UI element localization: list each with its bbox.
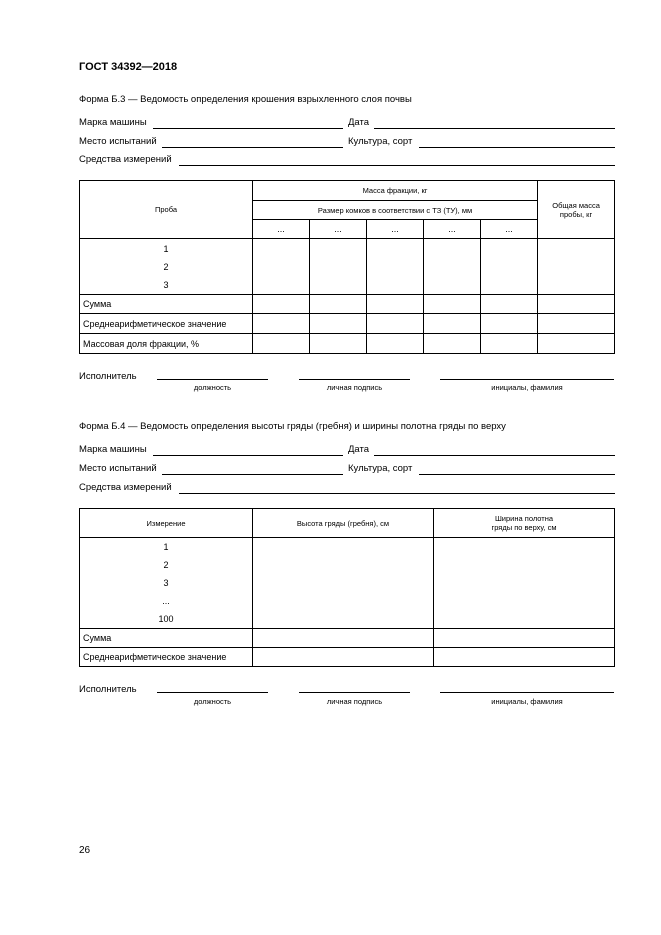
table-cell[interactable] bbox=[424, 334, 481, 354]
table-cell[interactable] bbox=[424, 239, 481, 295]
form-b4-title: Форма Б.4 — Ведомость определения высоты гряды (гребня) и ширины полотна гряды по верху bbox=[79, 421, 506, 432]
b4-measure-3: 3 bbox=[163, 578, 169, 588]
b3-col-sample: Проба bbox=[80, 181, 253, 239]
b4-position-caption: должность bbox=[193, 697, 232, 706]
b3-instruments-field[interactable] bbox=[179, 165, 615, 166]
page-number: 26 bbox=[79, 845, 91, 856]
b3-size-col-3: ... bbox=[367, 220, 424, 239]
b3-signature-line[interactable] bbox=[299, 379, 410, 380]
table-cell[interactable] bbox=[367, 314, 424, 334]
b3-machine-field[interactable] bbox=[153, 128, 343, 129]
b3-size-col-1: ... bbox=[253, 220, 310, 239]
b4-crop-label: Культура, сорт bbox=[348, 463, 413, 474]
b3-sample-3: 3 bbox=[163, 279, 169, 290]
b3-sample-2: 2 bbox=[163, 261, 169, 272]
table-cell[interactable] bbox=[253, 295, 310, 314]
b4-measure-100: 100 bbox=[158, 614, 174, 624]
b4-col-measure: Измерение bbox=[80, 509, 253, 538]
table-cell[interactable] bbox=[310, 239, 367, 295]
table-cell[interactable] bbox=[253, 538, 434, 629]
b4-place-field[interactable] bbox=[162, 474, 343, 475]
b3-col-total: Общая масса пробы, кг bbox=[538, 181, 615, 239]
b3-size-col-4: ... bbox=[424, 220, 481, 239]
table-cell[interactable] bbox=[538, 239, 615, 295]
b3-row-mean: Среднеарифметическое значение bbox=[80, 314, 253, 334]
b3-name-line[interactable] bbox=[440, 379, 614, 380]
table-cell[interactable] bbox=[434, 538, 615, 629]
b4-row-sum: Сумма bbox=[80, 629, 253, 648]
b4-date-label: Дата bbox=[348, 444, 370, 455]
document-code: ГОСТ 34392—2018 bbox=[79, 61, 178, 73]
table-cell[interactable] bbox=[481, 239, 538, 295]
b4-position-line[interactable] bbox=[157, 692, 268, 693]
table-cell[interactable] bbox=[253, 314, 310, 334]
b4-place-label: Место испытаний bbox=[79, 463, 157, 474]
b3-crop-label: Культура, сорт bbox=[348, 136, 413, 147]
table-cell[interactable] bbox=[310, 295, 367, 314]
table-cell[interactable] bbox=[253, 239, 310, 295]
b3-date-field[interactable] bbox=[374, 128, 615, 129]
table-cell[interactable] bbox=[253, 648, 434, 667]
b3-name-caption: инициалы, фамилия bbox=[491, 383, 563, 392]
b4-instruments-field[interactable] bbox=[179, 493, 615, 494]
b4-crop-field[interactable] bbox=[419, 474, 615, 475]
b3-signature-caption: личная подпись bbox=[326, 383, 383, 392]
table-cell[interactable] bbox=[538, 314, 615, 334]
b4-name-caption: инициалы, фамилия bbox=[491, 697, 563, 706]
table-cell[interactable] bbox=[538, 334, 615, 354]
b4-col-width-line2: гряды по верху, см bbox=[491, 523, 557, 532]
table-cell[interactable] bbox=[310, 334, 367, 354]
b4-col-width bbox=[434, 509, 615, 538]
b3-machine-label: Марка машины bbox=[79, 117, 147, 128]
b3-size-col-5: ... bbox=[481, 220, 538, 239]
b3-date-label: Дата bbox=[348, 117, 370, 128]
b4-measure-ellipsis: ... bbox=[162, 596, 170, 606]
table-cell[interactable] bbox=[434, 629, 615, 648]
b3-row-share: Массовая доля фракции, % bbox=[80, 334, 253, 354]
table-cell[interactable] bbox=[538, 295, 615, 314]
b4-table bbox=[79, 508, 615, 667]
b3-sample-1: 1 bbox=[163, 243, 169, 254]
b4-measure-numbers bbox=[80, 538, 253, 629]
table-cell[interactable] bbox=[481, 334, 538, 354]
b3-place-label: Место испытаний bbox=[79, 136, 157, 147]
b4-row-mean: Среднеарифметическое значение bbox=[80, 648, 253, 667]
b4-date-field[interactable] bbox=[374, 455, 615, 456]
b4-col-height: Высота гряды (гребня), см bbox=[253, 509, 434, 538]
table-cell[interactable] bbox=[367, 295, 424, 314]
b3-place-field[interactable] bbox=[162, 147, 343, 148]
b4-instruments-label: Средства измерений bbox=[79, 482, 172, 493]
b4-col-width-line1: Ширина полотна bbox=[494, 514, 554, 523]
table-cell[interactable] bbox=[310, 314, 367, 334]
table-cell[interactable] bbox=[481, 295, 538, 314]
b3-position-caption: должность bbox=[193, 383, 232, 392]
b4-measure-1: 1 bbox=[163, 542, 169, 552]
b3-executor-label: Исполнитель bbox=[79, 371, 137, 382]
b3-size-col-2: ... bbox=[310, 220, 367, 239]
table-cell[interactable] bbox=[424, 314, 481, 334]
form-b3-title: Форма Б.3 — Ведомость определения крошения взрыхленного слоя почвы bbox=[79, 94, 412, 105]
b4-machine-label: Марка машины bbox=[79, 444, 147, 455]
b4-executor-label: Исполнитель bbox=[79, 684, 137, 695]
table-cell[interactable] bbox=[367, 239, 424, 295]
table-cell[interactable] bbox=[253, 629, 434, 648]
b3-row-sum: Сумма bbox=[80, 295, 253, 314]
table-cell[interactable] bbox=[253, 334, 310, 354]
table-cell[interactable] bbox=[424, 295, 481, 314]
b4-signature-caption: личная подпись bbox=[326, 697, 383, 706]
b3-instruments-label: Средства измерений bbox=[79, 154, 172, 165]
b3-col-mass: Масса фракции, кг bbox=[253, 181, 538, 201]
b4-measure-2: 2 bbox=[163, 560, 169, 570]
b3-sample-numbers bbox=[80, 239, 253, 295]
b3-table bbox=[79, 180, 615, 354]
b4-name-line[interactable] bbox=[440, 692, 614, 693]
b3-position-line[interactable] bbox=[157, 379, 268, 380]
table-cell[interactable] bbox=[481, 314, 538, 334]
b4-machine-field[interactable] bbox=[153, 455, 343, 456]
b4-signature-line[interactable] bbox=[299, 692, 410, 693]
table-cell[interactable] bbox=[434, 648, 615, 667]
b3-crop-field[interactable] bbox=[419, 147, 615, 148]
b3-col-size: Размер комков в соответствии с ТЗ (ТУ), мм bbox=[253, 201, 538, 220]
table-cell[interactable] bbox=[367, 334, 424, 354]
